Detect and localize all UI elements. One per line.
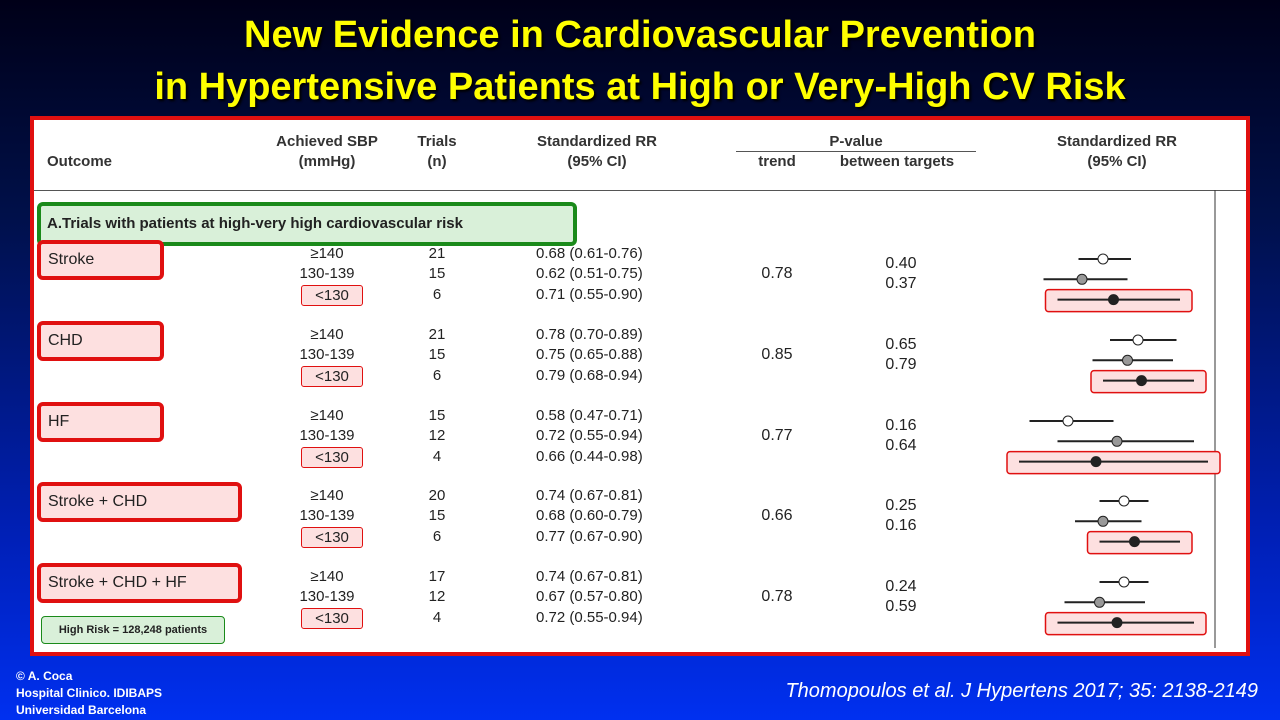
footer-line2: Hospital Clinico. IDIBAPS bbox=[16, 686, 163, 700]
header-plot-line1: Standardized RR bbox=[1056, 133, 1177, 150]
slide-title-line2: in Hypertensive Patients at High or Very-High CV Risk bbox=[154, 66, 1126, 108]
trials-cell: 12 bbox=[428, 427, 446, 445]
rr-point bbox=[1063, 416, 1073, 426]
rr-point bbox=[1119, 577, 1129, 587]
p-between-value: 0.16 bbox=[885, 417, 917, 434]
rr-point bbox=[1112, 436, 1122, 446]
trials-cell: 15 bbox=[428, 407, 446, 424]
rr-ci-cell: 0.79 (0.68-0.94) bbox=[536, 366, 643, 384]
p-between-value: 0.79 bbox=[885, 356, 917, 374]
rr-point bbox=[1098, 516, 1108, 526]
trials-cell: 20 bbox=[428, 487, 446, 504]
trials-cell: 12 bbox=[428, 588, 446, 606]
forest-table-panel bbox=[30, 116, 1250, 656]
p-trend-value: 0.78 bbox=[761, 588, 793, 606]
citation: Thomopoulos et al. J Hypertens 2017; 35: 2138-2149 bbox=[785, 680, 1258, 702]
p-between-value: 0.64 bbox=[885, 437, 917, 455]
sbp-cell: 130-139 bbox=[299, 507, 355, 525]
rr-ci-cell: 0.62 (0.51-0.75) bbox=[536, 265, 643, 283]
trials-cell: 6 bbox=[432, 366, 442, 384]
rr-ci-cell: 0.58 (0.47-0.71) bbox=[536, 407, 643, 424]
trials-cell: 4 bbox=[432, 447, 442, 465]
header-trials-line1: Trials bbox=[417, 133, 457, 150]
sbp-cell: <130 bbox=[301, 366, 363, 387]
sbp-cell: 130-139 bbox=[299, 427, 355, 445]
sbp-cell: ≥140 bbox=[310, 568, 344, 585]
outcome-label: HF bbox=[37, 402, 164, 442]
sbp-cell: <130 bbox=[301, 527, 363, 548]
header-trend: trend bbox=[758, 153, 796, 170]
rr-ci-cell: 0.77 (0.67-0.90) bbox=[536, 527, 643, 545]
trials-cell: 15 bbox=[428, 346, 446, 364]
rr-ci-cell: 0.68 (0.60-0.79) bbox=[536, 507, 643, 525]
p-between-value: 0.37 bbox=[885, 275, 917, 293]
rr-point bbox=[1119, 496, 1129, 506]
rr-point bbox=[1098, 254, 1108, 264]
rr-point bbox=[1095, 597, 1105, 607]
rr-ci-cell: 0.74 (0.67-0.81) bbox=[536, 568, 643, 585]
rr-ci-cell: 0.74 (0.67-0.81) bbox=[536, 487, 643, 504]
trials-cell: 6 bbox=[432, 527, 442, 545]
trials-cell: 6 bbox=[432, 285, 442, 303]
sbp-cell: ≥140 bbox=[310, 245, 344, 262]
trials-cell: 21 bbox=[428, 326, 446, 343]
sbp-cell: ≥140 bbox=[310, 407, 344, 424]
rr-point bbox=[1130, 537, 1140, 547]
outcome-label: Stroke + CHD bbox=[37, 482, 242, 522]
header-outcome: Outcome bbox=[47, 153, 113, 170]
trials-cell: 4 bbox=[432, 608, 442, 626]
rr-point bbox=[1137, 376, 1147, 386]
p-between-value: 0.24 bbox=[885, 578, 917, 595]
rr-ci-cell: 0.66 (0.44-0.98) bbox=[536, 447, 643, 465]
rr-point bbox=[1077, 274, 1087, 284]
sbp-cell: <130 bbox=[301, 285, 363, 306]
header-trials-line2: (n) bbox=[427, 153, 447, 170]
p-between-value: 0.16 bbox=[885, 517, 917, 535]
outcome-label: Stroke + CHD + HF bbox=[37, 563, 242, 603]
p-trend-value: 0.77 bbox=[761, 427, 793, 445]
rr-point bbox=[1112, 618, 1122, 628]
p-trend-value: 0.66 bbox=[761, 507, 793, 525]
trials-cell: 17 bbox=[428, 568, 446, 585]
high-risk-note: High Risk = 128,248 patients bbox=[41, 616, 225, 644]
sbp-cell: <130 bbox=[301, 447, 363, 468]
sbp-cell: ≥140 bbox=[310, 326, 344, 343]
footer-line3: Universidad Barcelona bbox=[16, 703, 147, 717]
rr-ci-cell: 0.72 (0.55-0.94) bbox=[536, 427, 643, 445]
copyright-footer bbox=[16, 668, 162, 719]
outcome-label: CHD bbox=[37, 321, 164, 361]
sbp-cell: <130 bbox=[301, 608, 363, 629]
header-rr-line2: (95% CI) bbox=[567, 153, 627, 170]
rr-ci-cell: 0.68 (0.61-0.76) bbox=[536, 245, 643, 262]
trials-cell: 15 bbox=[428, 507, 446, 525]
outcome-label: Stroke bbox=[37, 240, 164, 280]
sbp-cell: 130-139 bbox=[299, 346, 355, 364]
rr-point bbox=[1133, 335, 1143, 345]
p-trend-value: 0.78 bbox=[761, 265, 793, 283]
rr-ci-cell: 0.67 (0.57-0.80) bbox=[536, 588, 643, 606]
rr-point bbox=[1091, 457, 1101, 467]
sbp-cell: ≥140 bbox=[310, 487, 344, 504]
footer-line1: © A. Coca bbox=[16, 669, 73, 683]
rr-ci-cell: 0.72 (0.55-0.94) bbox=[536, 608, 643, 626]
p-between-value: 0.25 bbox=[885, 497, 917, 514]
header-sbp-line1: Achieved SBP bbox=[276, 133, 378, 150]
sbp-cell: 130-139 bbox=[299, 265, 355, 283]
sbp-cell: 130-139 bbox=[299, 588, 355, 606]
p-between-value: 0.40 bbox=[885, 255, 917, 272]
rr-ci-cell: 0.75 (0.65-0.88) bbox=[536, 346, 643, 364]
header-rr-line1: Standardized RR bbox=[536, 133, 657, 150]
p-between-value: 0.59 bbox=[885, 598, 917, 616]
header-sbp-line2: (mmHg) bbox=[298, 153, 356, 170]
rr-point bbox=[1109, 295, 1119, 305]
header-pvalue: P-value bbox=[829, 133, 883, 150]
p-trend-value: 0.85 bbox=[761, 346, 793, 364]
rr-ci-cell: 0.78 (0.70-0.89) bbox=[536, 326, 643, 343]
section-label-high-risk: A.Trials with patients at high-very high cardiovascular risk bbox=[37, 202, 577, 246]
rr-point bbox=[1123, 355, 1133, 365]
header-plot-line2: (95% CI) bbox=[1087, 153, 1147, 170]
p-between-value: 0.65 bbox=[885, 336, 917, 353]
rr-ci-cell: 0.71 (0.55-0.90) bbox=[536, 285, 643, 303]
trials-cell: 21 bbox=[428, 245, 446, 262]
forest-plot bbox=[34, 120, 1246, 652]
slide-title-line1: New Evidence in Cardiovascular Prevention bbox=[244, 14, 1036, 56]
header-between-targets: between targets bbox=[839, 153, 955, 170]
trials-cell: 15 bbox=[428, 265, 446, 283]
